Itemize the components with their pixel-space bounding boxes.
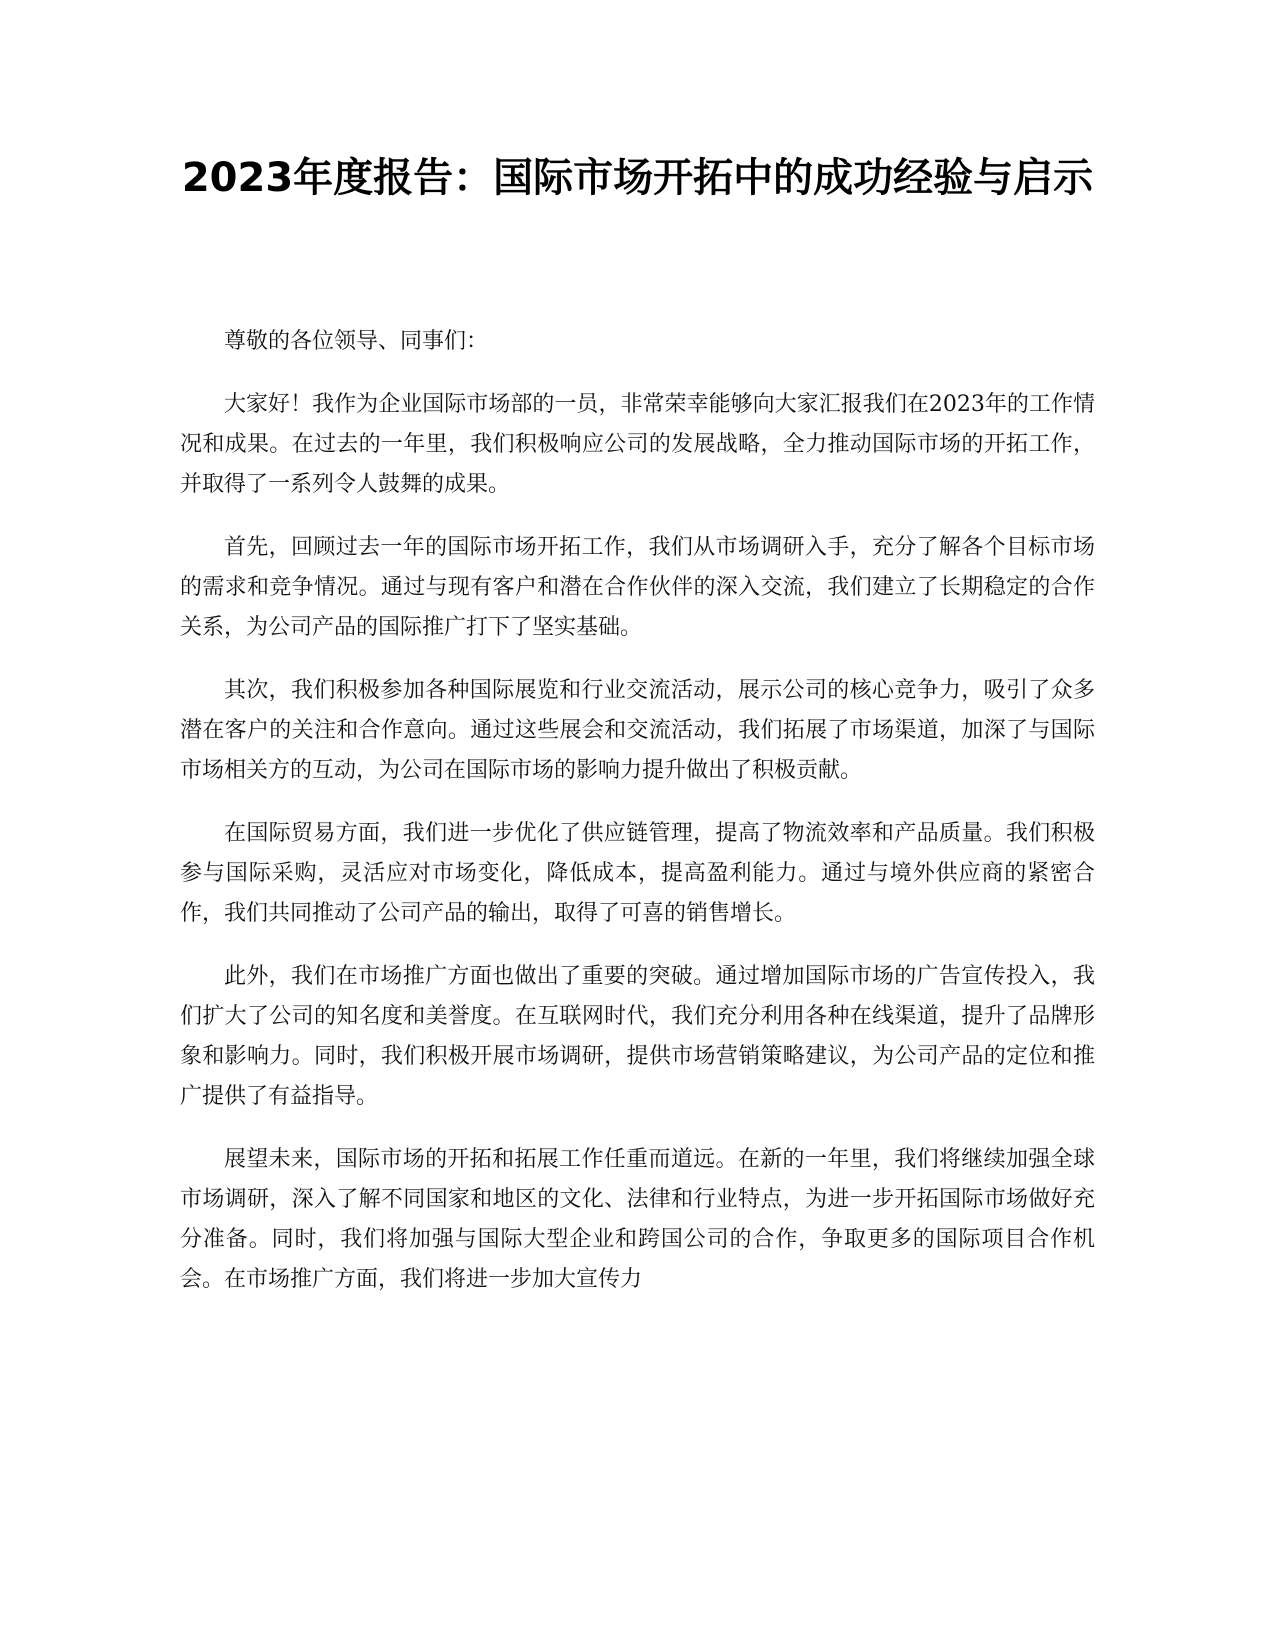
paragraph-trade: 在国际贸易方面，我们进一步优化了供应链管理，提高了物流效率和产品质量。我们积极参与国际采购，灵活应对市场变化，降低成本，提高盈利能力。通过与境外供应商的紧密合作，我们共同推动了公司产品的输出，取得了可喜的销售增长。	[180, 821, 1095, 926]
salutation: 尊敬的各位领导、同事们：	[224, 329, 489, 354]
paragraph-market-research: 首先，回顾过去一年的国际市场开拓工作，我们从市场调研入手，充分了解各个目标市场的需求和竞争情况。通过与现有客户和潜在合作伙伴的深入交流，我们建立了长期稳定的合作关系，为公司产品的国际推广打下了坚实基础。	[180, 535, 1095, 640]
paragraph-exhibitions: 其次，我们积极参加各种国际展览和行业交流活动，展示公司的核心竞争力，吸引了众多潜在客户的关注和合作意向。通过这些展会和交流活动，我们拓展了市场渠道，加深了与国际市场相关方的互动，为公司在国际市场的影响力提升做出了积极贡献。	[180, 678, 1095, 783]
document-title: 2023年度报告：国际市场开拓中的成功经验与启示	[181, 155, 1094, 201]
paragraph-promotion: 此外，我们在市场推广方面也做出了重要的突破。通过增加国际市场的广告宣传投入，我们扩大了公司的知名度和美誉度。在互联网时代，我们充分利用各种在线渠道，提升了品牌形象和影响力。同时，我们积极开展市场调研，提供市场营销策略建议，为公司产品的定位和推广提供了有益指导。	[180, 964, 1095, 1109]
document-body	[180, 322, 1095, 1323]
paragraph-outlook: 展望未来，国际市场的开拓和拓展工作任重而道远。在新的一年里，我们将继续加强全球市场调研，深入了解不同国家和地区的文化、法律和行业特点，为进一步开拓国际市场做好充分准备。同时，我们将加强与国际大型企业和跨国公司的合作，争取更多的国际项目合作机会。在市场推广方面，我们将进一步加大宣传力	[180, 1147, 1095, 1292]
paragraph-greeting: 大家好！我作为企业国际市场部的一员，非常荣幸能够向大家汇报我们在2023年的工作情况和成果。在过去的一年里，我们积极响应公司的发展战略，全力推动国际市场的开拓工作，并取得了一系列令人鼓舞的成果。	[180, 392, 1095, 497]
